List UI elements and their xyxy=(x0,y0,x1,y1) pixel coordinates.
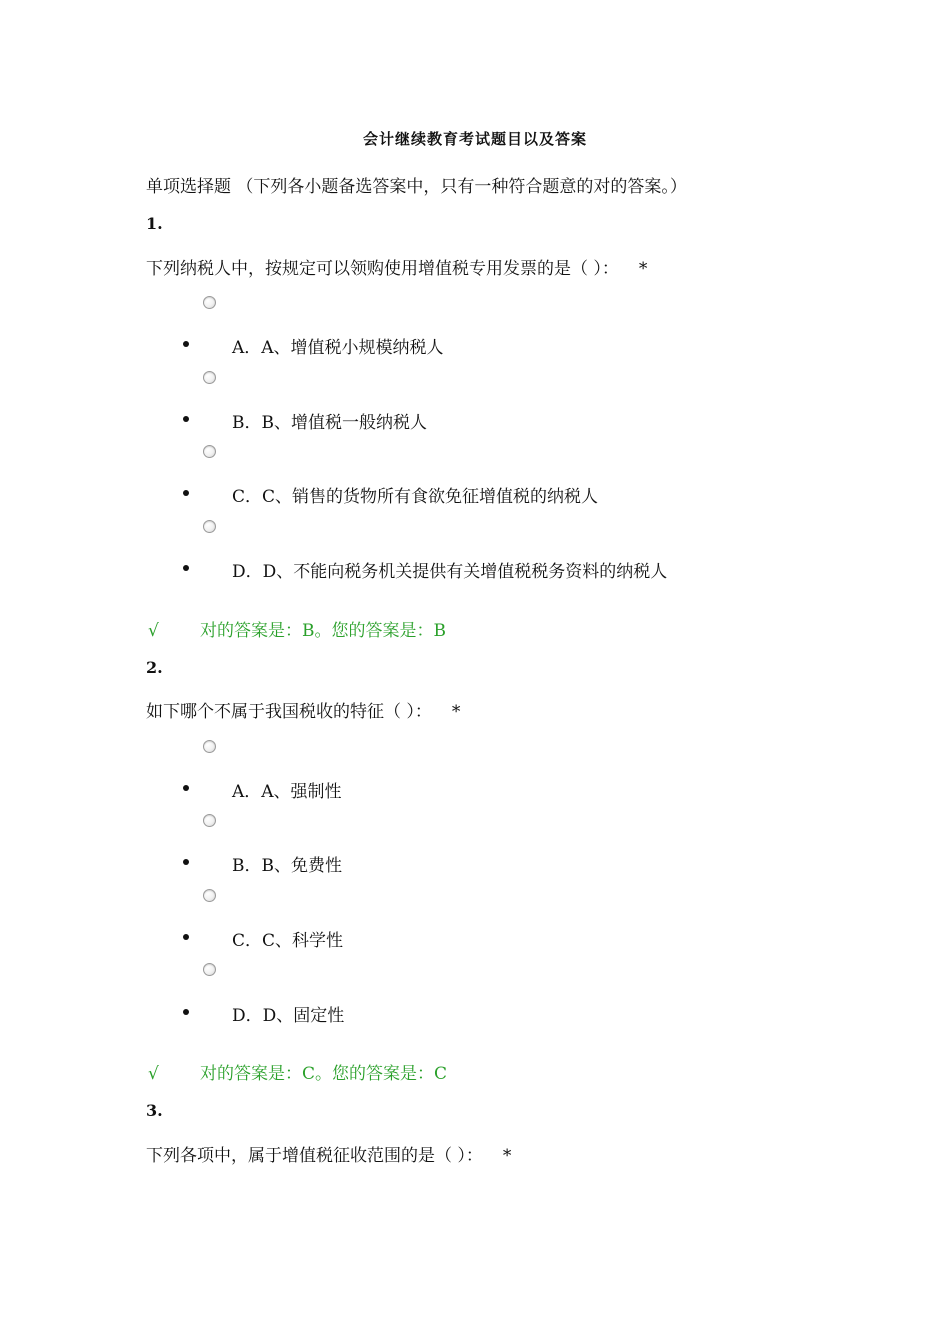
question-text xyxy=(146,697,460,722)
check-icon: √ xyxy=(148,1064,159,1084)
bullet-icon xyxy=(183,490,189,496)
question-label: 如下哪个不属于我国税收的特征（ ）： xyxy=(146,702,432,722)
bullet-icon xyxy=(183,1009,189,1015)
bullet-icon xyxy=(183,934,189,940)
answer-feedback xyxy=(148,616,446,641)
option-b-label: B．B、增值税一般纳税人 xyxy=(232,413,427,433)
radio-option-a[interactable] xyxy=(203,296,216,309)
check-icon: √ xyxy=(148,621,159,641)
option-d-label: D．D、固定性 xyxy=(232,1006,345,1026)
radio-option-b[interactable] xyxy=(203,814,216,827)
bullet-icon xyxy=(183,785,189,791)
question-number: 1. xyxy=(146,214,163,233)
option-c-label: C．C、销售的货物所有食欲免征增值税的纳税人 xyxy=(232,487,599,507)
radio-option-d[interactable] xyxy=(203,963,216,976)
radio-option-b[interactable] xyxy=(203,371,216,384)
required-asterisk: * xyxy=(502,1146,512,1166)
question-text xyxy=(146,1141,511,1166)
bullet-icon xyxy=(183,416,189,422)
section-heading: 单项选择题 （下列各小题备选答案中，只有一种符合题意的对的答案。） xyxy=(146,177,687,197)
option-b-label: B．B、免费性 xyxy=(232,856,342,876)
option-c-label: C．C、科学性 xyxy=(232,931,344,951)
question-number: 3. xyxy=(146,1101,163,1120)
required-asterisk: * xyxy=(638,259,648,279)
answer-text: 对的答案是：B。您的答案是：B xyxy=(200,621,446,641)
question-label: 下列纳税人中，按规定可以领购使用增值税专用发票的是（ ）： xyxy=(146,259,619,279)
radio-option-c[interactable] xyxy=(203,445,216,458)
option-a-label: A．A、强制性 xyxy=(232,782,342,802)
option-a-label: A．A、增值税小规模纳税人 xyxy=(232,338,444,358)
option-d-label: D．D、不能向税务机关提供有关增值税税务资料的纳税人 xyxy=(232,562,668,582)
bullet-icon xyxy=(183,859,189,865)
radio-option-d[interactable] xyxy=(203,520,216,533)
radio-option-a[interactable] xyxy=(203,740,216,753)
bullet-icon xyxy=(183,565,189,571)
document-title: 会计继续教育考试题目以及答案 xyxy=(362,130,587,148)
bullet-icon xyxy=(183,341,189,347)
question-label: 下列各项中，属于增值税征收范围的是（ ）： xyxy=(146,1146,483,1166)
question-number: 2. xyxy=(146,658,163,677)
answer-feedback xyxy=(148,1059,447,1084)
question-text xyxy=(146,254,647,279)
radio-option-c[interactable] xyxy=(203,889,216,902)
answer-text: 对的答案是：C。您的答案是：C xyxy=(200,1064,448,1084)
required-asterisk: * xyxy=(451,702,461,722)
